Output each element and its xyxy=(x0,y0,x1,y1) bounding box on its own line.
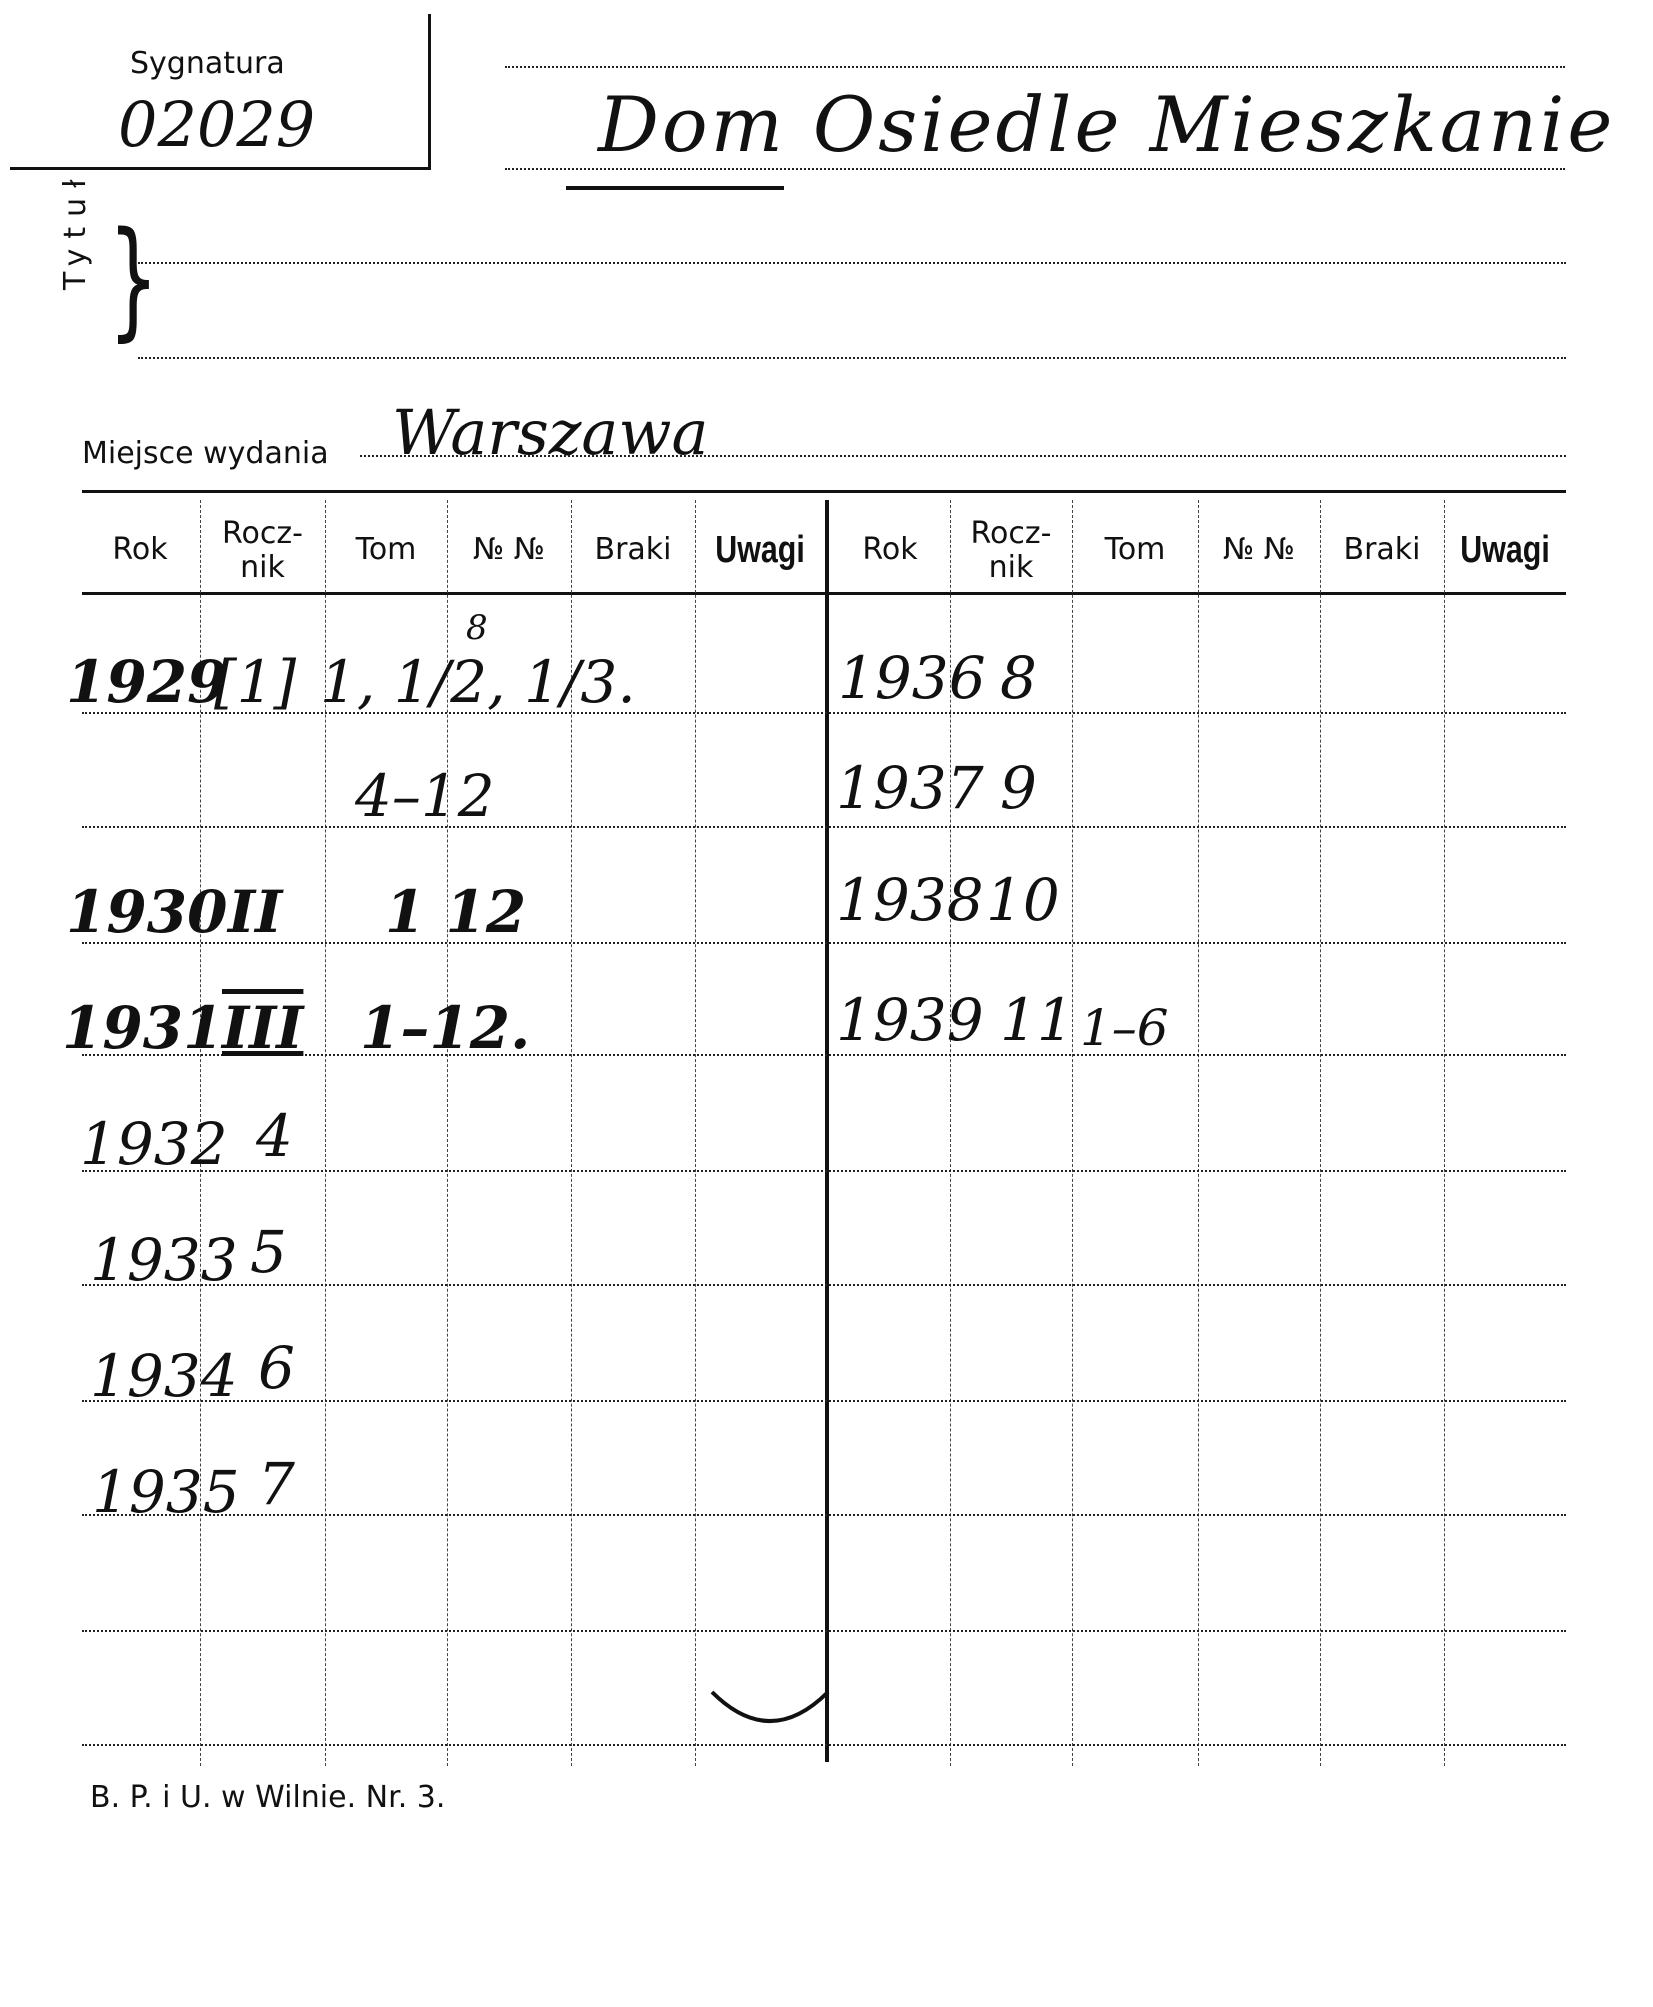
title-underline xyxy=(566,186,784,190)
row-line xyxy=(82,1744,1566,1746)
punch-hole-mark xyxy=(700,1680,840,1740)
header-braki-right: Braki xyxy=(1343,532,1421,567)
left-row-1-tom: 1, 1/2, 1/3. xyxy=(320,648,636,716)
row-line xyxy=(82,712,1566,714)
footer-print-note: B. P. i U. w Wilnie. Nr. 3. xyxy=(90,1780,446,1815)
tytul-line-2 xyxy=(138,357,1566,359)
col-sep xyxy=(1198,500,1199,1766)
row-line xyxy=(82,942,1566,944)
title-dotted-line-top xyxy=(505,66,1565,68)
title-dotted-line xyxy=(505,168,1565,170)
left-row-6-rok: 1933 xyxy=(90,1226,238,1294)
col-sep xyxy=(695,500,696,1766)
row-line xyxy=(82,1514,1566,1516)
left-row-6-rocznik: 5 xyxy=(250,1218,287,1286)
table-center-divider xyxy=(825,500,829,1762)
left-row-2-tom: 4–12 xyxy=(355,762,495,830)
col-sep xyxy=(1444,500,1445,1766)
header-tom-right: Tom xyxy=(1104,532,1166,567)
left-row-4-tom: 1–12. xyxy=(360,994,531,1062)
table-header-rule xyxy=(82,592,1566,595)
left-row-8-rocznik: 7 xyxy=(258,1450,295,1518)
left-row-3-rocznik: II xyxy=(228,878,283,946)
left-row-3-tom: 1 12 xyxy=(385,878,527,946)
header-rocznik-left-2: nik xyxy=(240,550,285,585)
row-line xyxy=(82,1284,1566,1286)
miejsce-value: Warszawa xyxy=(392,396,709,469)
row-line xyxy=(82,826,1566,828)
header-numery-left: № № xyxy=(473,532,545,567)
right-row-4-rocznik: 11 xyxy=(1000,986,1074,1054)
col-sep xyxy=(1072,500,1073,1766)
tytul-line-1 xyxy=(138,262,1566,264)
col-sep xyxy=(1320,500,1321,1766)
left-row-1-rocznik: [1] xyxy=(214,648,297,716)
header-uwagi-right: Uwagi xyxy=(1460,529,1550,571)
right-row-4-rok: 1939 xyxy=(836,986,984,1054)
header-rok-left: Rok xyxy=(112,532,168,567)
left-row-7-rok: 1934 xyxy=(90,1342,238,1410)
header-uwagi-left: Uwagi xyxy=(715,529,805,571)
right-row-3-rok: 1938 xyxy=(836,866,984,934)
row-line xyxy=(82,1054,1566,1056)
left-row-5-rocznik: 4 xyxy=(256,1102,293,1170)
header-numery-right: № № xyxy=(1223,532,1295,567)
row-line xyxy=(82,1630,1566,1632)
header-rocznik-right-1: Rocz- xyxy=(970,516,1052,551)
header-rok-right: Rok xyxy=(862,532,918,567)
tytul-label: Tytuł xyxy=(58,169,93,290)
header-rocznik-right-2: nik xyxy=(988,550,1034,585)
left-row-7-rocznik: 6 xyxy=(258,1334,295,1402)
left-row-8-rok: 1935 xyxy=(92,1458,240,1526)
left-row-3-rok: 1930 xyxy=(66,878,228,946)
sygnatura-box-right-border xyxy=(428,14,431,170)
miejsce-label: Miejsce wydania xyxy=(82,436,329,471)
row-line xyxy=(82,1170,1566,1172)
sygnatura-label: Sygnatura xyxy=(130,46,285,81)
right-row-4-tom: 1–6 xyxy=(1080,999,1169,1057)
right-row-1-rocznik: 8 xyxy=(1000,644,1037,712)
row-line xyxy=(82,1400,1566,1402)
right-row-1-rok: 1936 xyxy=(838,644,986,712)
left-row-4-rocznik: III xyxy=(222,994,304,1062)
left-row-4-rok: 1931 xyxy=(62,994,224,1062)
tytul-brace: } xyxy=(108,204,159,354)
right-row-3-rocznik: 10 xyxy=(986,866,1060,934)
left-row-1-rok: 1929 xyxy=(66,648,228,716)
left-row-1-note: 8 xyxy=(466,608,488,648)
right-row-2-rok: 1937 xyxy=(836,754,984,822)
right-row-2-rocznik: 9 xyxy=(1000,754,1037,822)
table-top-rule xyxy=(82,490,1566,493)
left-row-5-rok: 1932 xyxy=(80,1110,228,1178)
header-tom-left: Tom xyxy=(355,532,417,567)
sygnatura-value: 02029 xyxy=(118,88,316,161)
miejsce-line xyxy=(360,455,1566,457)
handwritten-title: Dom Osiedle Mieszkanie xyxy=(598,80,1616,169)
header-braki-left: Braki xyxy=(594,532,672,567)
header-rocznik-left-1: Rocz- xyxy=(222,516,303,551)
